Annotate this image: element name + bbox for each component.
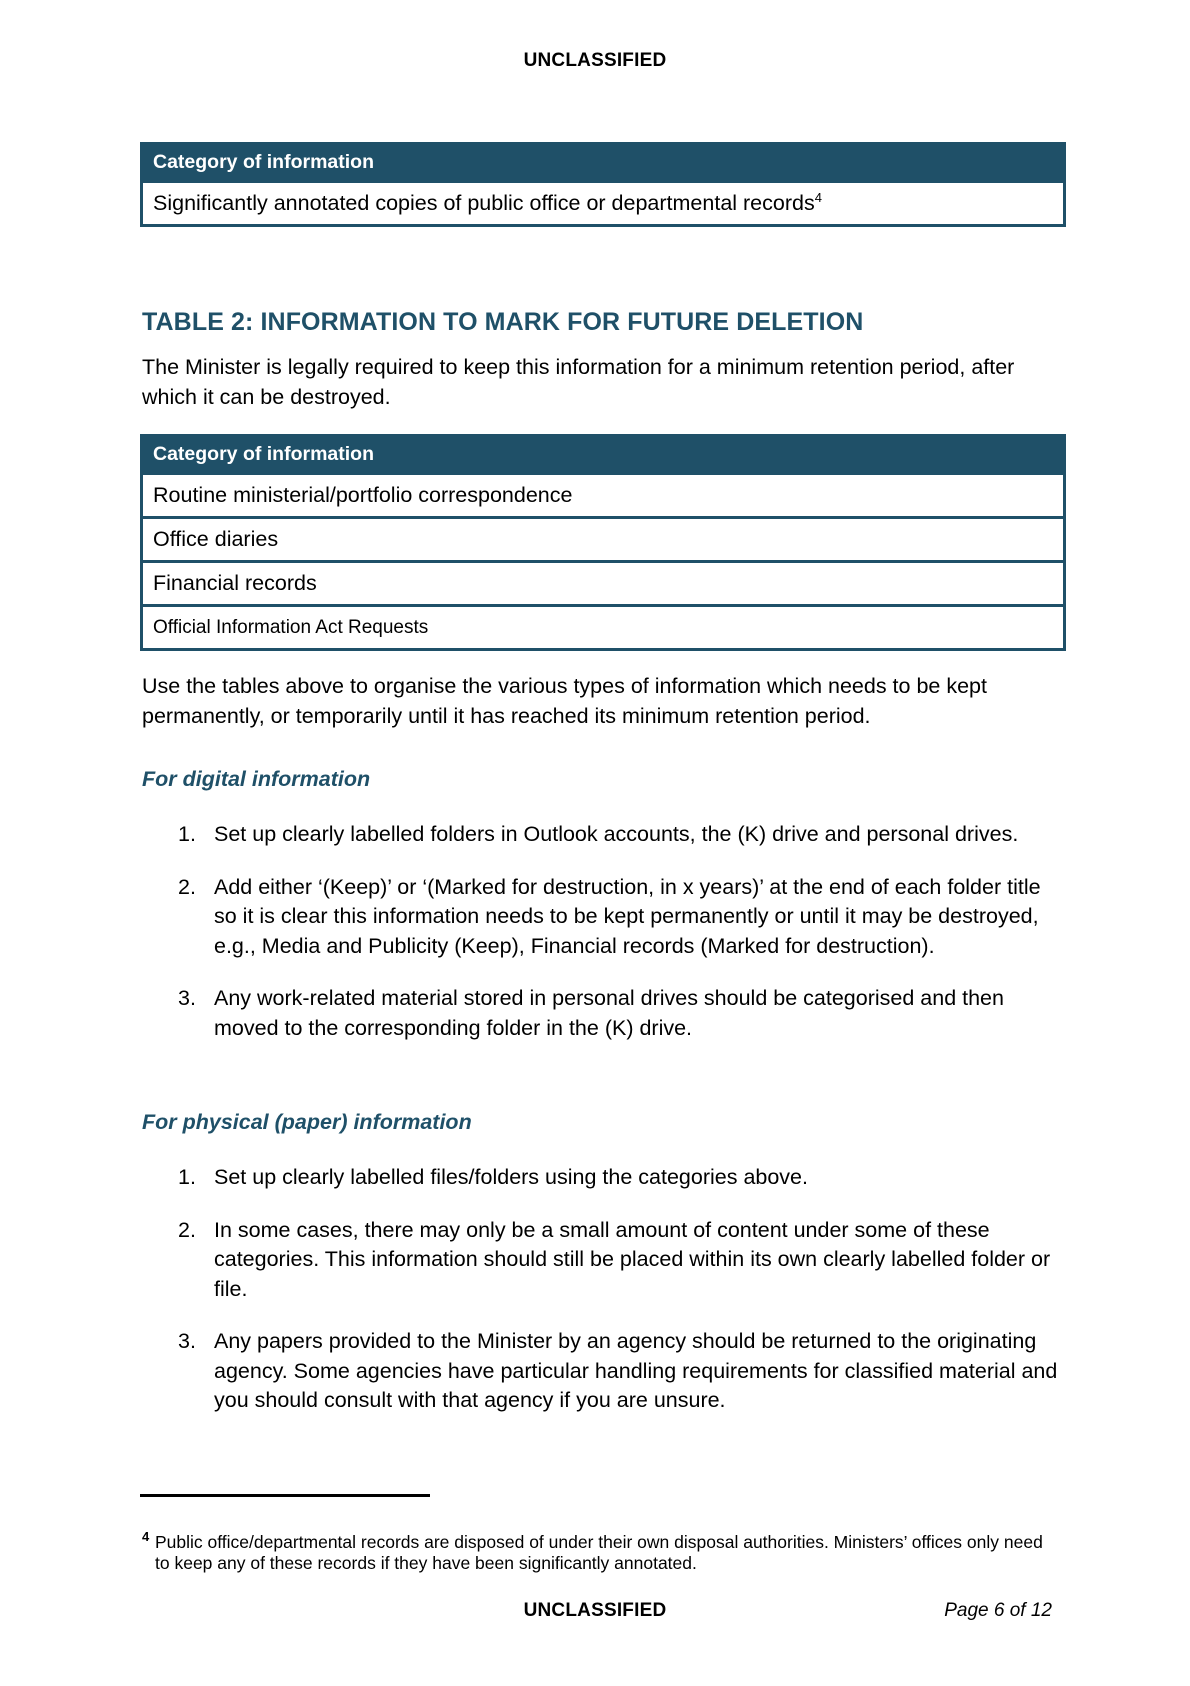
table-cell: Financial records [142,562,1065,606]
table-deletion-categories [140,434,1066,651]
section-heading: TABLE 2: INFORMATION TO MARK FOR FUTURE DELETION [142,308,864,336]
usage-paragraph: Use the tables above to organise the various types of information which needs to be kept permanently, or temporarily until it has reached its minimum retention period. [142,674,987,728]
table-row [142,474,1065,518]
classification-footer: UNCLASSIFIED [523,1600,667,1621]
table-cell [142,182,1065,226]
list-item [142,1216,1062,1305]
table-row [142,518,1065,562]
physical-subheading: For physical (paper) information [142,1110,472,1134]
table-cell: Routine ministerial/portfolio correspondence [142,474,1065,518]
list-number: 1. [178,822,196,846]
footnote-separator [140,1494,430,1497]
section-intro: The Minister is legally required to keep this information for a minimum retention period, after which it can be destroyed. [142,355,1015,409]
physical-steps-list [142,1163,1062,1439]
list-number: 1. [178,1165,196,1189]
list-text: Any work-related material stored in personal drives should be categorised and then moved to the corresponding folder in the (K) drive. [214,986,1004,1040]
page-number: Page 6 of 12 [944,1600,1052,1621]
digital-subheading: For digital information [142,767,371,791]
list-number: 3. [178,986,196,1010]
list-item [142,984,1062,1043]
list-text: In some cases, there may only be a small amount of content under some of these categories. This information should still be placed within its own clearly labelled folder or file. [214,1217,1051,1301]
list-item [142,1327,1062,1416]
footnote-ref[interactable]: 4 [814,189,822,205]
table-row [142,562,1065,606]
list-item [142,820,1062,850]
table-cell: Official Information Act Requests [142,606,1065,650]
table-permanent-categories [140,142,1066,227]
table-cell-text: Significantly annotated copies of public office or departmental records [153,191,815,215]
table-header: Category of information [142,436,1065,474]
digital-steps-list [142,820,1062,1066]
list-number: 3. [178,1329,196,1353]
list-text: Add either ‘(Keep)’ or ‘(Marked for destruction, in x years)’ at the end of each folder title so it is clear this information needs to be kept permanently or until it may be destroyed, e.g., Media and Publicity (Keep), Financial records (Marked for destruction). [214,874,1041,958]
list-number: 2. [178,1217,196,1242]
footnote-text: Public office/departmental records are disposed of under their own disposal authorities. Ministers’ offices only need to keep any of these records if they have been significantly annotated. [155,1532,1043,1573]
list-item [142,873,1062,962]
list-item [142,1163,1062,1193]
table-row [142,606,1065,650]
classification-header: UNCLASSIFIED [523,50,667,71]
list-text: Set up clearly labelled folders in Outlook accounts, the (K) drive and personal drives. [214,822,1019,846]
footnote [142,1529,1062,1574]
table-row [142,182,1065,226]
list-number: 2. [178,874,196,899]
footnote-mark: 4 [142,1529,150,1544]
table-cell: Office diaries [142,518,1065,562]
list-text: Any papers provided to the Minister by an agency should be returned to the originating agency. Some agencies have particular handling requirements for classified material and you should consult with that agency if you are unsure. [214,1329,1058,1412]
list-text: Set up clearly labelled files/folders using the categories above. [214,1165,808,1189]
table-header: Category of information [142,144,1065,182]
